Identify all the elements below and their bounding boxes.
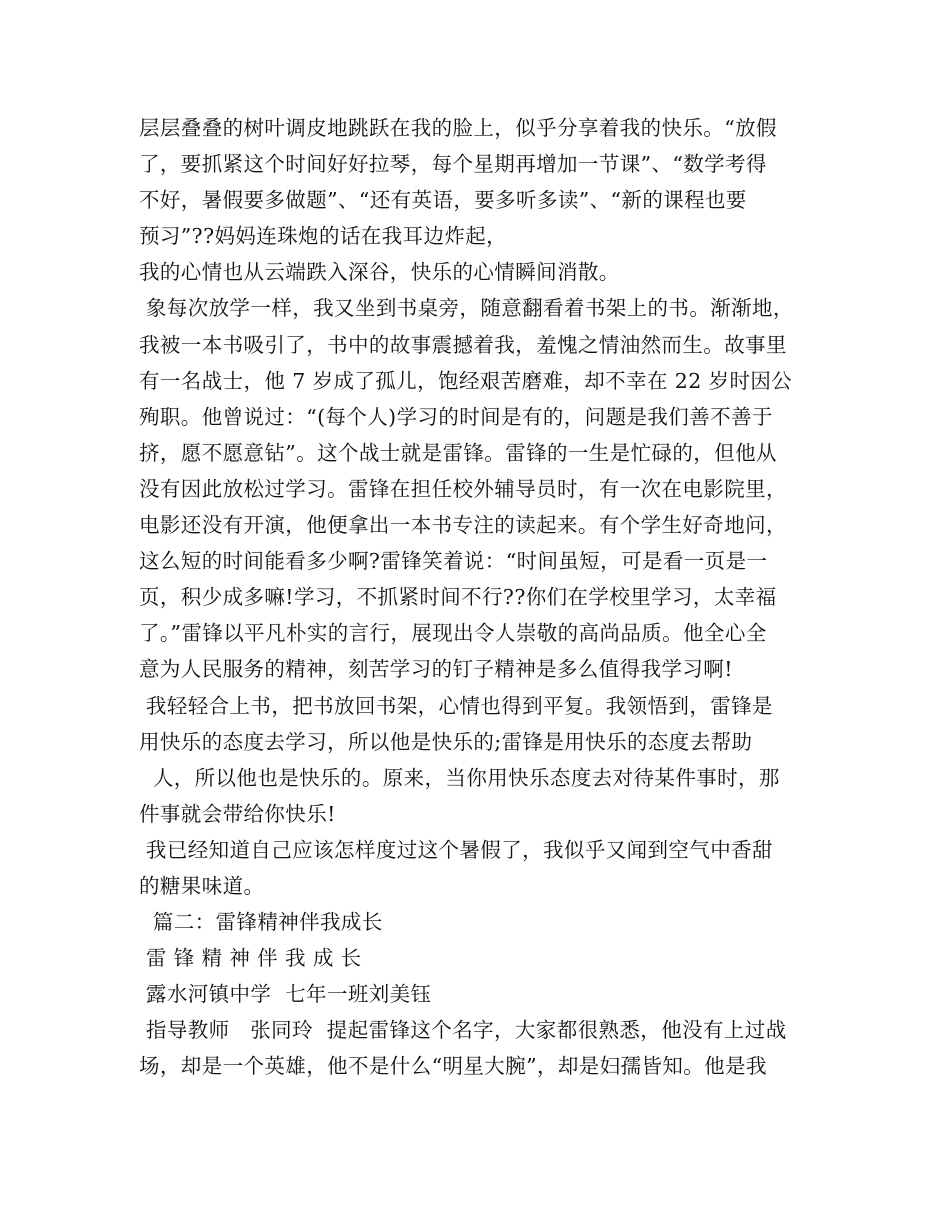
text-line: 不好，暑假要多做题”、“还有英语，要多听多读”、“新的课程也要 <box>139 188 747 213</box>
text-line: 预习”??妈妈连珠炮的话在我耳边炸起， <box>139 224 508 249</box>
text-line: 了，要抓紧这个时间好好拉琴，每个星期再增加一节课”、“数学考得 <box>139 152 767 177</box>
text-line: 有一名战士，他 7 岁成了孤儿，饱经艰苦磨难，却不幸在 22 岁时因公 <box>139 368 793 393</box>
author-line: 露水河镇中学 七年一班刘美钰 <box>139 982 432 1007</box>
text-line: 场，却是一个英雄，他不是什么“明星大腕”，却是妇孺皆知。他是我 <box>139 1054 767 1079</box>
text-line: 我的心情也从云端跌入深谷，快乐的心情瞬间消散。 <box>139 260 620 285</box>
text-line: 这么短的时间能看多少啊?雷锋笑着说：“时间虽短，可是看一页是一 <box>139 549 768 574</box>
text-line: 我已经知道自己应该怎样度过这个暑假了，我似乎又闻到空气中香甜 <box>139 837 773 862</box>
section-heading: 篇二：雷锋精神伴我成长 <box>139 910 383 935</box>
text-line: 了。”雷锋以平凡朴实的言行，展现出令人崇敬的高尚品质。他全心全 <box>139 621 767 646</box>
text-line: 指导教师 张同玲 提起雷锋这个名字，大家都很熟悉，他没有上过战 <box>139 1018 787 1043</box>
text-line: 我轻轻合上书，把书放回书架，心情也得到平复。我领悟到，雷锋是 <box>139 693 773 718</box>
text-line: 电影还没有开演，他便拿出一本书专注的读起来。有个学生好奇地问， <box>139 513 787 538</box>
text-line: 没有因此放松过学习。雷锋在担任校外辅导员时，有一次在电影院里， <box>139 476 787 501</box>
text-line: 页，积少成多嘛!学习，不抓紧时间不行??你们在学校里学习，太幸福 <box>139 585 777 610</box>
text-line: 挤，愿不愿意钻”。这个战士就是雷锋。雷锋的一生是忙碌的，但他从 <box>139 440 777 465</box>
essay-title: 雷 锋 精 神 伴 我 成 长 <box>139 946 362 971</box>
text-line: 我被一本书吸引了，书中的故事震撼着我，羞愧之情油然而生。故事里 <box>139 332 787 357</box>
text-line: 殉职。他曾说过：“(每个人)学习的时间是有的，问题是我们善不善于 <box>139 404 773 429</box>
text-line: 层层叠叠的树叶调皮地跳跃在我的脸上，似乎分享着我的快乐。“放假 <box>139 116 777 140</box>
text-line: 件事就会带给你快乐! <box>139 801 336 826</box>
text-line: 用快乐的态度去学习，所以他是快乐的;雷锋是用快乐的态度去帮助 <box>139 729 753 754</box>
text-line: 的糖果味道。 <box>139 873 265 898</box>
text-line: 象每次放学一样，我又坐到书桌旁，随意翻看着书架上的书。渐渐地， <box>139 296 794 321</box>
essay-text <box>139 110 829 1085</box>
text-line: 意为人民服务的精神，刻苦学习的钉子精神是多么值得我学习啊! <box>139 657 733 682</box>
text-line: 人，所以他也是快乐的。原来，当你用快乐态度去对待某件事时，那 <box>139 765 780 790</box>
